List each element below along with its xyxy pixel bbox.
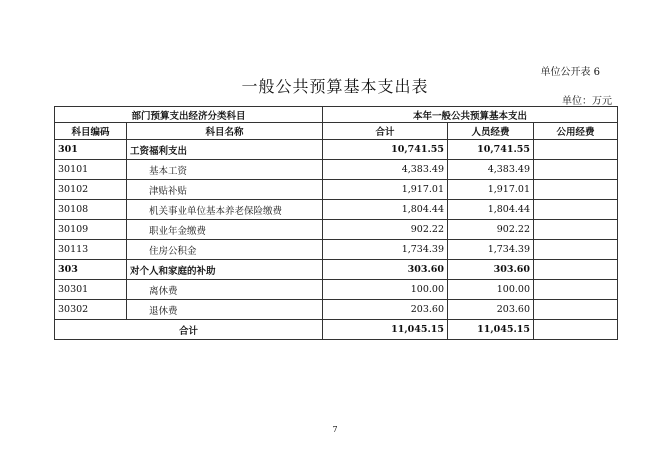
row-personnel: 303.60	[448, 260, 534, 280]
header-column-row	[55, 123, 618, 140]
total-row	[55, 320, 618, 340]
row-name: 住房公积金	[127, 240, 323, 260]
page-title: 一般公共预算基本支出表	[241, 77, 429, 96]
row-personnel: 1,917.01	[448, 180, 534, 200]
row-code: 30108	[55, 200, 127, 220]
total-row-total: 11,045.15	[323, 320, 448, 340]
row-public	[534, 140, 618, 160]
row-public	[534, 160, 618, 180]
table-row	[55, 220, 618, 240]
row-personnel: 1,734.39	[448, 240, 534, 260]
row-personnel: 1,804.44	[448, 200, 534, 220]
row-total: 303.60	[323, 260, 448, 280]
expenditure-table	[54, 106, 618, 340]
total-row-personnel: 11,045.15	[448, 320, 534, 340]
row-total: 1,734.39	[323, 240, 448, 260]
row-public	[534, 260, 618, 280]
header-public: 公用经费	[534, 123, 618, 140]
row-total: 4,383.49	[323, 160, 448, 180]
table-row	[55, 160, 618, 180]
row-total: 1,804.44	[323, 200, 448, 220]
row-name: 津贴补贴	[127, 180, 323, 200]
row-code: 30101	[55, 160, 127, 180]
row-code: 30301	[55, 280, 127, 300]
row-code: 30102	[55, 180, 127, 200]
header-name: 科目名称	[127, 123, 323, 140]
row-code: 303	[55, 260, 127, 280]
page-label: 单位公开表 6	[540, 67, 600, 78]
header-personnel: 人员经费	[448, 123, 534, 140]
row-name: 离休费	[127, 280, 323, 300]
total-row-label: 合计	[55, 320, 323, 340]
header-total: 合计	[323, 123, 448, 140]
row-personnel: 4,383.49	[448, 160, 534, 180]
row-personnel: 10,741.55	[448, 140, 534, 160]
row-code: 30113	[55, 240, 127, 260]
row-code: 30109	[55, 220, 127, 240]
row-code: 30302	[55, 300, 127, 320]
row-total: 902.22	[323, 220, 448, 240]
row-code: 301	[55, 140, 127, 160]
row-name: 职业年金缴费	[127, 220, 323, 240]
row-total: 100.00	[323, 280, 448, 300]
header-group-left: 部门预算支出经济分类科目	[55, 107, 323, 123]
row-name: 基本工资	[127, 160, 323, 180]
row-public	[534, 220, 618, 240]
row-personnel: 100.00	[448, 280, 534, 300]
row-name: 退休费	[127, 300, 323, 320]
table-row	[55, 240, 618, 260]
row-public	[534, 280, 618, 300]
row-total: 10,741.55	[323, 140, 448, 160]
row-name: 机关事业单位基本养老保险缴费	[127, 200, 323, 220]
table-row	[55, 260, 618, 280]
table-row	[55, 280, 618, 300]
page-number: 7	[332, 425, 338, 434]
table-row	[55, 300, 618, 320]
table-body	[55, 140, 618, 320]
header-group-row	[55, 107, 618, 123]
row-name: 工资福利支出	[127, 140, 323, 160]
row-public	[534, 300, 618, 320]
total-row-public	[534, 320, 618, 340]
row-public	[534, 200, 618, 220]
row-total: 1,917.01	[323, 180, 448, 200]
header-code: 科目编码	[55, 123, 127, 140]
row-personnel: 203.60	[448, 300, 534, 320]
row-name: 对个人和家庭的补助	[127, 260, 323, 280]
unit-label: 单位：万元	[562, 96, 612, 107]
row-public	[534, 240, 618, 260]
table-row	[55, 180, 618, 200]
row-total: 203.60	[323, 300, 448, 320]
row-personnel: 902.22	[448, 220, 534, 240]
row-public	[534, 180, 618, 200]
header-group-right: 本年一般公共预算基本支出	[323, 107, 618, 123]
table-row	[55, 200, 618, 220]
table-row	[55, 140, 618, 160]
